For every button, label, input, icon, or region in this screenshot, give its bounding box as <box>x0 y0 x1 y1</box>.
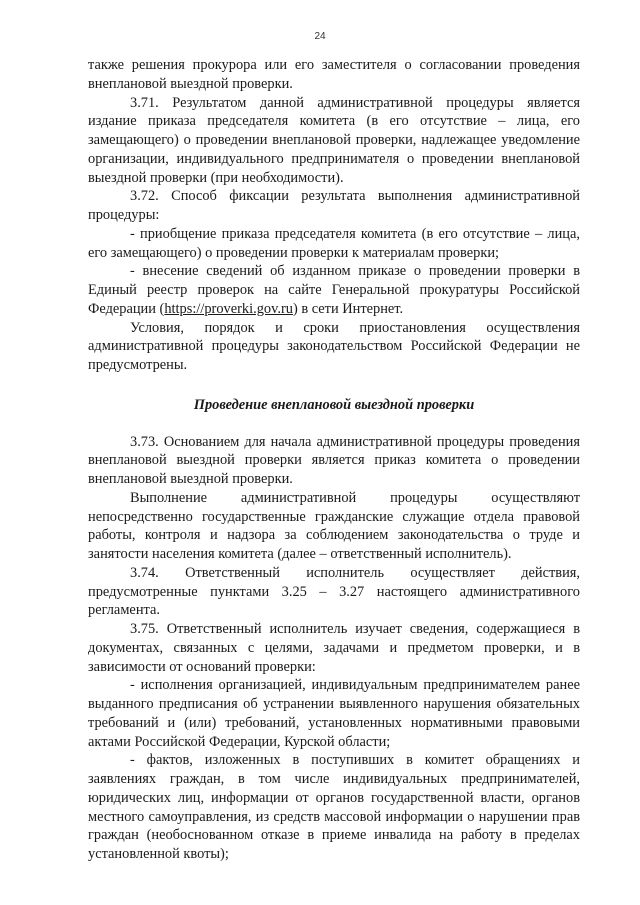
paragraph-3-72: 3.72. Способ фиксации результата выполнения административной процедуры: <box>88 188 580 223</box>
paragraph-3-71: 3.71. Результатом данной административной процедуры является издание приказа председателя комитета (в его отсутствие – лица, его замещающего) о проведении внеплановой проверки, надлежащее уведомление организации, индивидуального предпринимателя о проведении внеплановой выездной проверки (при необходимости). <box>88 94 580 186</box>
registry-text-after: ) в сети Интернет. <box>292 300 404 317</box>
proverki-link[interactable]: https://proverki.gov.ru <box>164 300 293 317</box>
section-heading: Проведение внеплановой выездной проверки <box>193 396 475 413</box>
list-item-citizen-appeals: - фактов, изложенных в поступивших в комитет обращениях и заявлениях граждан, в том числе индивидуальных предпринимателей, юридических лиц, информации от органов государственной власти, органов местного самоуправления, из средств массовой информации о нарушении прав граждан (необоснованном отказе в приеме инвалида на работу в пределах установленной квоты); <box>88 752 580 862</box>
paragraph-responsible-executor: Выполнение административной процедуры осуществляют непосредственно государственные гражданские служащие отдела правовой работы, контроля и надзора за соблюдением законодательства о труде и занятости населения комитета (далее – ответственный исполнитель). <box>88 489 580 562</box>
paragraph-3-74: 3.74. Ответственный исполнитель осуществляет действия, предусмотренные пунктами 3.25 – 3.27 настоящего административного регламента. <box>88 564 580 619</box>
registry-text-before: - внесение сведений об изданном приказе о проведении проверки в Единый реестр проверок на сайте Генеральной прокуратуры Российской Федерации ( <box>88 263 580 317</box>
list-item-registry-entry <box>88 262 580 318</box>
paragraph-3-73: 3.73. Основанием для начала административной процедуры проведения внеплановой выездной проверки является приказ комитета о проведении внеплановой выездной проверки. <box>88 433 580 487</box>
document-body <box>88 56 580 864</box>
paragraph-3-75: 3.75. Ответственный исполнитель изучает сведения, содержащиеся в документах, связанных с целями, задачами и предметом проверки, и в зависимости от оснований проверки: <box>88 621 580 675</box>
paragraph-suspension-conditions: Условия, порядок и сроки приостановления осуществления административной процедуры законодательством Российской Федерации не предусмотрены. <box>88 319 580 373</box>
list-item-order-attachment: - приобщение приказа председателя комитета (в его отсутствие – лица, его замещающего) о проведении проверки к материалам проверки; <box>88 225 580 261</box>
page-number: 24 <box>314 31 326 42</box>
paragraph-continuation: также решения прокурора или его заместителя о согласовании проведения внеплановой выездной проверки. <box>88 57 580 92</box>
list-item-prescription-compliance: - исполнения организацией, индивидуальным предпринимателем ранее выданного предписания об устранении выявленного нарушения обязательных требований и (или) требований, установленных нормативными правовыми актами Российской Федерации, Курской области; <box>88 677 580 750</box>
